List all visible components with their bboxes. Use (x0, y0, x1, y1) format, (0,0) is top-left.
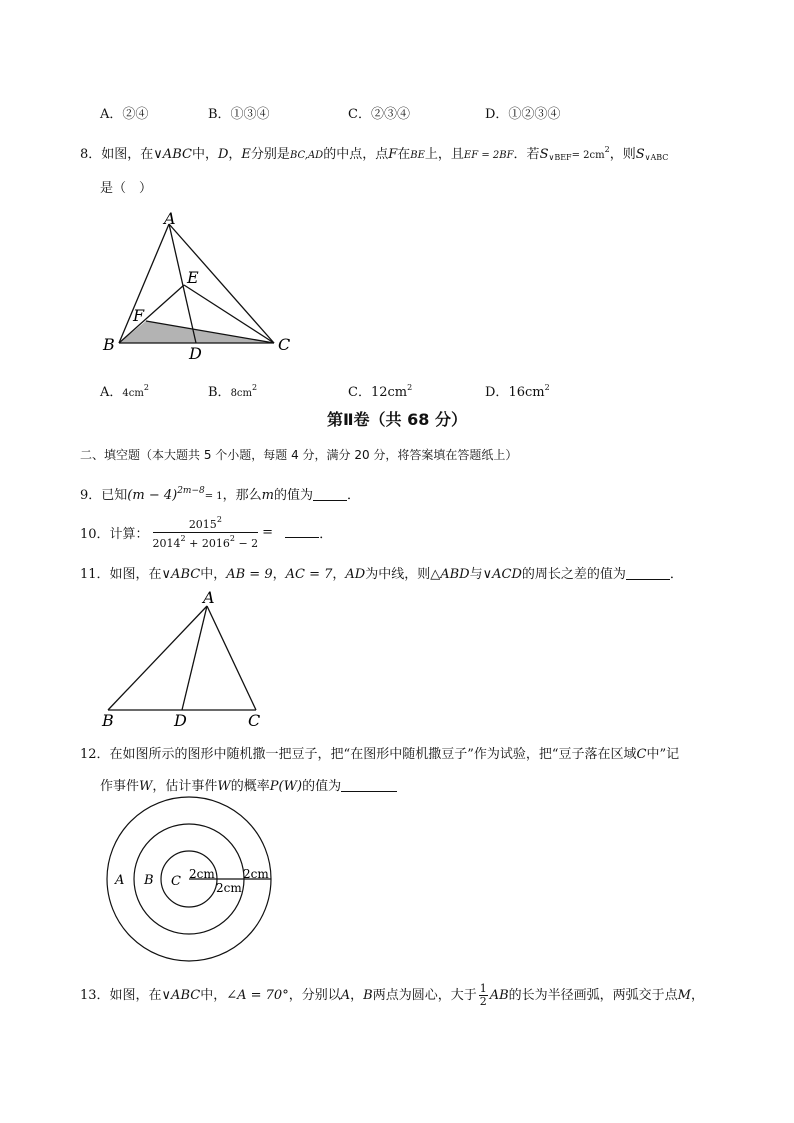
q12-label-r3: 2cm (243, 867, 269, 881)
q8-figure (100, 205, 300, 365)
q12-label-a: A (115, 873, 125, 888)
q7-option-c: C．②③④ (348, 107, 410, 122)
q11-label-d: D (174, 711, 187, 730)
q8-label-e: E (187, 268, 199, 287)
q8-option-c: C．$12cm^2$ (348, 383, 413, 400)
q11-figure (100, 588, 280, 728)
q12-label-r1: 2cm (189, 867, 215, 881)
q10-stem: 10．计算： $\frac{2015^2}{2014^2 + 2016^2 - 2}$ = ． (80, 515, 333, 550)
q8-label-b: B (103, 335, 115, 354)
q13-stem: 13．如图，在∨ABC中，∠A = 70°，分别以A，B两点为圆心，大于 $\frac{1}{2}$ AB的长为半径画弧，两弧交于点M， (80, 982, 704, 1008)
q8-option-b: B．$8cm^2$ (208, 383, 258, 400)
q8-label-f: F (133, 306, 145, 325)
q8-label-d: D (189, 344, 202, 363)
q11-stem: 11．如图，在∨ABC中，AB = 9，AC = 7，AD为中线，则△ABD与∨ACD的周长之差的值为 ． (80, 567, 683, 582)
q12-answer-blank[interactable] (341, 779, 397, 792)
q12-label-b: B (144, 873, 154, 888)
q11-label-c: C (248, 711, 261, 730)
q13-half-fraction: $\frac{1}{2}$ (479, 982, 487, 1008)
q9-answer-blank[interactable] (313, 488, 347, 501)
q11-answer-blank[interactable] (626, 567, 670, 580)
q7-option-d: D．①②③④ (485, 107, 561, 122)
q10-answer-blank[interactable] (285, 525, 319, 538)
q12-label-r2: 2cm (216, 881, 242, 895)
q8-stem-line2: 是（ ） (100, 181, 153, 196)
q7-option-a: A．②④ (100, 107, 149, 122)
section-heading: 二、填空题（本大题共 5 个小题，每题 4 分，满分 20 分，将答案填在答题纸上） (80, 448, 518, 462)
q8-stem: 8．如图，在∨ABC中，D，E分别是BC,AD的中点，点F在BE上，且EF = 2BF．若$S_{\vee BEF}= 2cm^2$，则$S_{\vee ABC}$ (80, 145, 669, 162)
q8-label-a: A (164, 209, 176, 228)
q12-stem-line2: 作事件W，估计事件W的概率P(W)的值为 (100, 775, 397, 794)
section-title: 第Ⅱ卷（共 68 分） (327, 410, 467, 429)
q12-label-c: C (171, 874, 181, 889)
q8-label-c: C (278, 335, 291, 354)
q8-option-d: D．$16cm^2$ (485, 383, 550, 400)
q10-fraction: $\frac{2015^2}{2014^2 + 2016^2 - 2}$ (152, 515, 259, 550)
q8-option-a: A．$4cm^2$ (100, 383, 149, 400)
q11-label-b: B (102, 711, 114, 730)
q12-stem-line1: 12．在如图所示的图形中随机撒一把豆子，把“在图形中随机撒豆子”作为试验，把“豆子落在区域C中”记 (80, 747, 680, 762)
q7-option-b: B．①③④ (208, 107, 270, 122)
q11-label-a: A (203, 588, 215, 607)
q12-figure (100, 790, 280, 970)
q9-stem: 9．已知$(m - 4)^{2m-8}= 1$，那么m的值为 ． (80, 486, 361, 503)
